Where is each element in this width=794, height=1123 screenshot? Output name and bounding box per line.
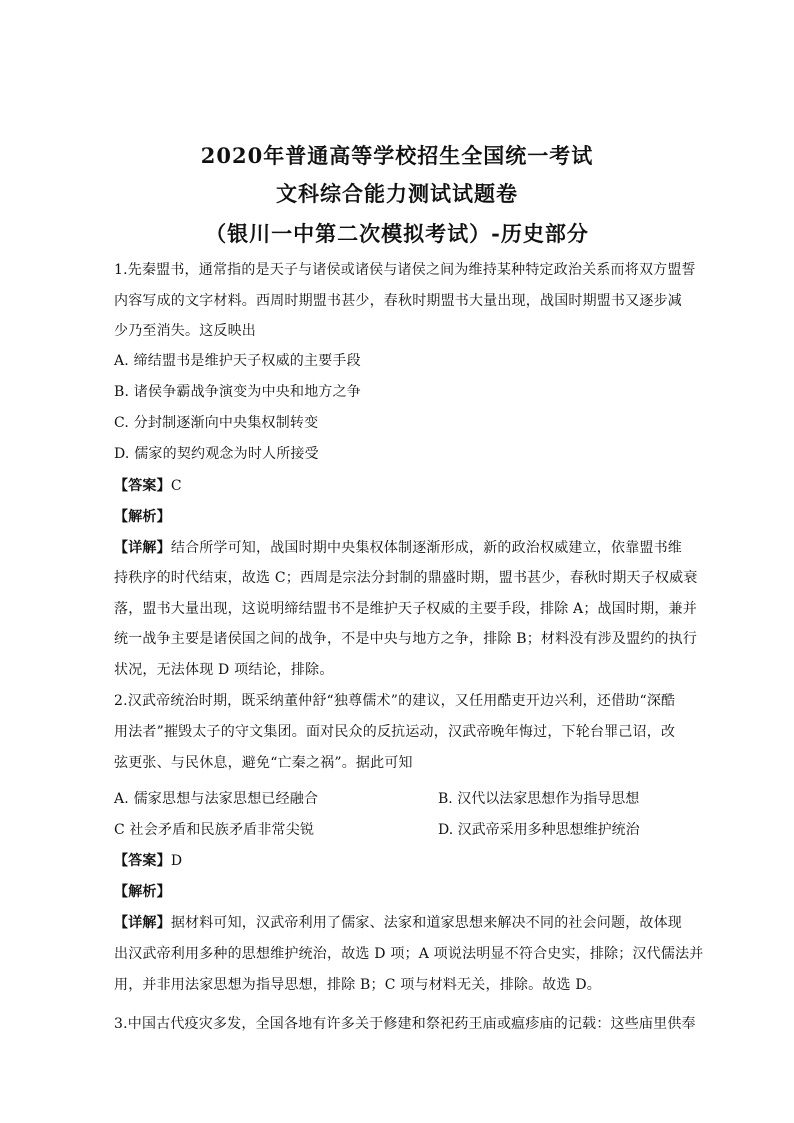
q2-stem-line: 2.汉武帝统治时期，既采纳董仲舒“独尊儒术”的建议，又任用酷吏开边兴利，还借助“深酷 [114,693,676,709]
analysis-tag: 【解析】 [114,884,171,900]
q1-detail-line [114,538,684,558]
q1-detail-line: 统一战争主要是诸侯国之间的战争，不是中央与地方之争，排除 B；材料没有涉及盟约的执行 [114,631,698,647]
q1-answer [114,476,684,496]
q1-stem-line: 少乃至消失。这反映出 [114,323,256,339]
answer-value: D [170,853,183,869]
q1-detail-line: 状况，无法体现 D 项结论，排除。 [114,662,334,678]
exam-subtitle: 文科综合能力测试试题卷 [276,181,518,206]
exam-title: 2020年普通高等学校招生全国统一考试 [200,143,594,168]
q1-detail-line: 持秩序的时代结束，故选 C；西周是宗法分封制的鼎盛时期，盟书甚少，春秋时期天子权威衰 [114,570,698,586]
q2-option-d: D. 汉武帝采用多种思想维护统治 [438,822,640,838]
q2-stem-line: 用法者”摧毁太子的守文集团。面对民众的反抗运动，汉武帝晚年悔过，下轮台罪己诏，改 [114,724,676,740]
detail-tag: 【详解】 [114,915,171,931]
answer-tag: 【答案】 [114,853,171,869]
q2-stem-line: 弦更张、与民休息，避免“亡秦之祸”。据此可知 [114,755,413,771]
q1-option-c: C. 分封制逐渐向中央集权制转变 [114,415,319,431]
analysis-tag: 【解析】 [114,509,171,525]
q2-analysis [114,882,684,902]
q2-detail-line: 用，并非用法家思想为指导思想，排除 B；C 项与材料无关，排除。故选 D。 [114,977,601,993]
detail-text: 结合所学可知，战国时期中央集权体制逐渐形成，新的政治权威建立，依靠盟书维 [170,540,683,556]
q1-analysis [114,507,684,527]
q2-option-c: C 社会矛盾和民族矛盾非常尖锐 [114,822,315,838]
q2-answer [114,851,684,871]
q1-option-a: A. 缔结盟书是维护天子权威的主要手段 [114,353,361,369]
answer-value: C [170,478,182,494]
q3-stem-line: 3.中国古代疫灾多发，全国各地有许多关于修建和祭祀药王庙或瘟疹庙的记载：这些庙里供奉 [114,1016,696,1032]
exam-section-title: （银川一中第二次模拟考试）-历史部分 [205,221,589,246]
q2-option-a: A. 儒家思想与法家思想已经融合 [114,791,319,807]
q1-option-b: B. 诸侯争霸战争演变为中央和地方之争 [114,384,361,400]
q1-detail-line: 落，盟书大量出现，这说明缔结盟书不是维护天子权威的主要手段，排除 A；战国时期，兼并 [114,601,697,617]
detail-tag: 【详解】 [114,540,171,556]
q2-detail-line: 出汉武帝利用多种的思想维护统治，故选 D 项；A 项说法明显不符合史实，排除；汉代儒法并 [114,946,704,962]
q1-stem-line: 内容写成的文字材料。西周时期盟书甚少，春秋时期盟书大量出现，战国时期盟书又逐步减 [114,293,682,309]
q2-option-b: B. 汉代以法家思想作为指导思想 [438,791,640,807]
q2-detail-line [114,913,684,933]
q1-stem-line: 1.先秦盟书，通常指的是天子与诸侯或诸侯与诸侯之间为维持某种特定政治关系而将双方盟誓 [114,262,696,278]
detail-text: 据材料可知，汉武帝利用了儒家、法家和道家思想来解决不同的社会问题，故体现 [170,915,683,931]
answer-tag: 【答案】 [114,478,171,494]
q1-option-d: D. 儒家的契约观念为时人所接受 [114,446,319,462]
